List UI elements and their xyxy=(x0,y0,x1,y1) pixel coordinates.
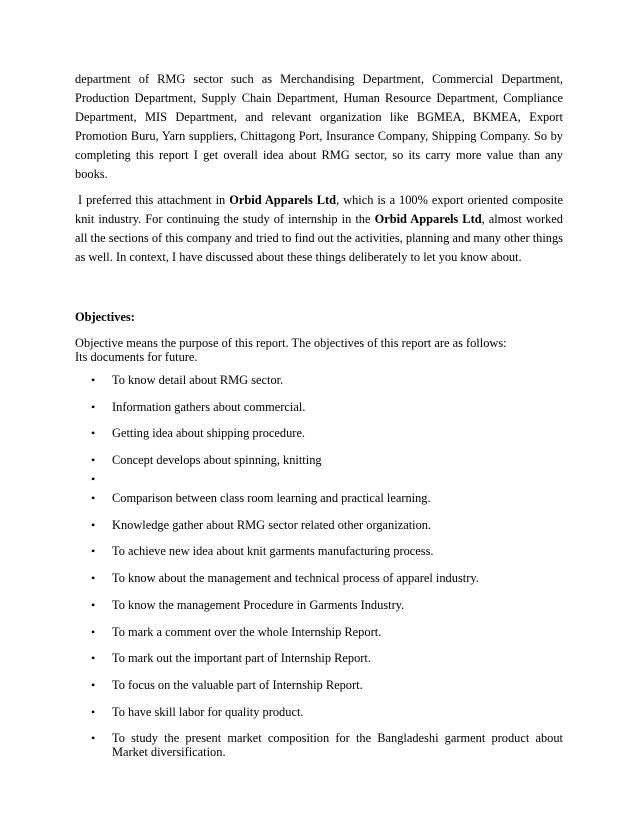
list-item xyxy=(75,491,563,505)
list-item xyxy=(75,544,563,558)
list-item-text: Information gathers about commercial. xyxy=(112,399,306,414)
bullet-icon: • xyxy=(91,399,96,414)
objectives-intro-line-1: Objective means the purpose of this report. The objectives of this report are as follows: xyxy=(75,336,507,350)
list-item-text: To focus on the valuable part of Internship Report. xyxy=(112,677,363,692)
bullet-icon: • xyxy=(91,677,96,692)
bullet-icon: • xyxy=(91,571,96,586)
list-item-text xyxy=(112,472,563,486)
list-item-text: To study the present market composition for the Bangladeshi garment product about Market diversification. xyxy=(112,731,563,760)
list-item-text: To achieve new idea about knit garments manufacturing process. xyxy=(112,544,434,559)
bullet-icon: • xyxy=(91,491,96,506)
bullet-icon: • xyxy=(91,651,96,666)
bullet-icon: • xyxy=(91,544,96,559)
bullet-icon: • xyxy=(91,597,96,612)
bullet-icon: • xyxy=(91,472,96,487)
bullet-icon: • xyxy=(91,624,96,639)
list-item-text: To mark out the important part of Internship Report. xyxy=(112,651,371,666)
list-item xyxy=(75,678,563,692)
intro-paragraph-2-part-c: , almost worked all the sections of this company and tried to find out the activities, planning and many other things as well. In context, I have discussed about these things deliberately to let you know about. xyxy=(75,212,563,264)
list-item xyxy=(75,705,563,719)
intro-paragraph-2 xyxy=(75,191,563,267)
intro-paragraph-1: department of RMG sector such as Merchandising Department, Commercial Department, Production Department, Supply Chain Department, Human Resource Department, Compliance Department, MIS Department, and relevant organization like BGMEA, BKMEA, Export Promotion Buru, Yarn suppliers, Chittagong Port, Insurance Company, Shipping Company. So by completing this report I get overall idea about RMG sector, so its carry more value than any books. xyxy=(75,72,563,181)
list-item-text: To know the management Procedure in Garments Industry. xyxy=(112,597,405,612)
list-item xyxy=(75,373,563,387)
bullet-icon: • xyxy=(91,731,96,746)
list-item-text: To mark a comment over the whole Internship Report. xyxy=(112,624,382,639)
list-item xyxy=(75,651,563,665)
list-item-text: Knowledge gather about RMG sector related other organization. xyxy=(112,517,432,532)
list-item xyxy=(75,518,563,532)
company-name-bold: Orbid Apparels Ltd xyxy=(229,193,337,207)
document-page xyxy=(75,70,563,772)
list-item xyxy=(75,731,563,759)
list-item-text: Concept develops about spinning, knitting xyxy=(112,453,322,468)
list-item-text: To know about the management and technical process of apparel industry. xyxy=(112,571,479,586)
intro-paragraph-2-part-a: I preferred this attachment in xyxy=(78,193,230,207)
list-item-text: Comparison between class room learning and practical learning. xyxy=(112,491,431,506)
objectives-heading: Objectives: xyxy=(75,310,135,324)
list-item xyxy=(75,453,563,467)
objectives-list xyxy=(75,373,563,759)
list-item xyxy=(75,625,563,639)
list-item xyxy=(75,571,563,585)
list-item xyxy=(75,598,563,612)
list-item xyxy=(75,400,563,414)
bullet-icon: • xyxy=(91,453,96,468)
bullet-icon: • xyxy=(91,517,96,532)
bullet-icon: • xyxy=(91,426,96,441)
list-item xyxy=(75,472,563,486)
intro-paragraph-2-part-b: , which is a 100% export oriented composite knit industry. For continuing the study of internship in the xyxy=(75,193,563,226)
bullet-icon: • xyxy=(91,373,96,387)
objectives-intro xyxy=(75,336,563,364)
list-item-text: To know detail about RMG sector. xyxy=(112,373,284,387)
list-item xyxy=(75,426,563,440)
company-name-bold: Orbid Apparels Ltd xyxy=(374,212,482,226)
list-item-text: To have skill labor for quality product. xyxy=(112,704,304,719)
objectives-intro-line-2: Its documents for future. xyxy=(75,350,198,364)
bullet-icon: • xyxy=(91,704,96,719)
list-item-text: Getting idea about shipping procedure. xyxy=(112,426,306,441)
